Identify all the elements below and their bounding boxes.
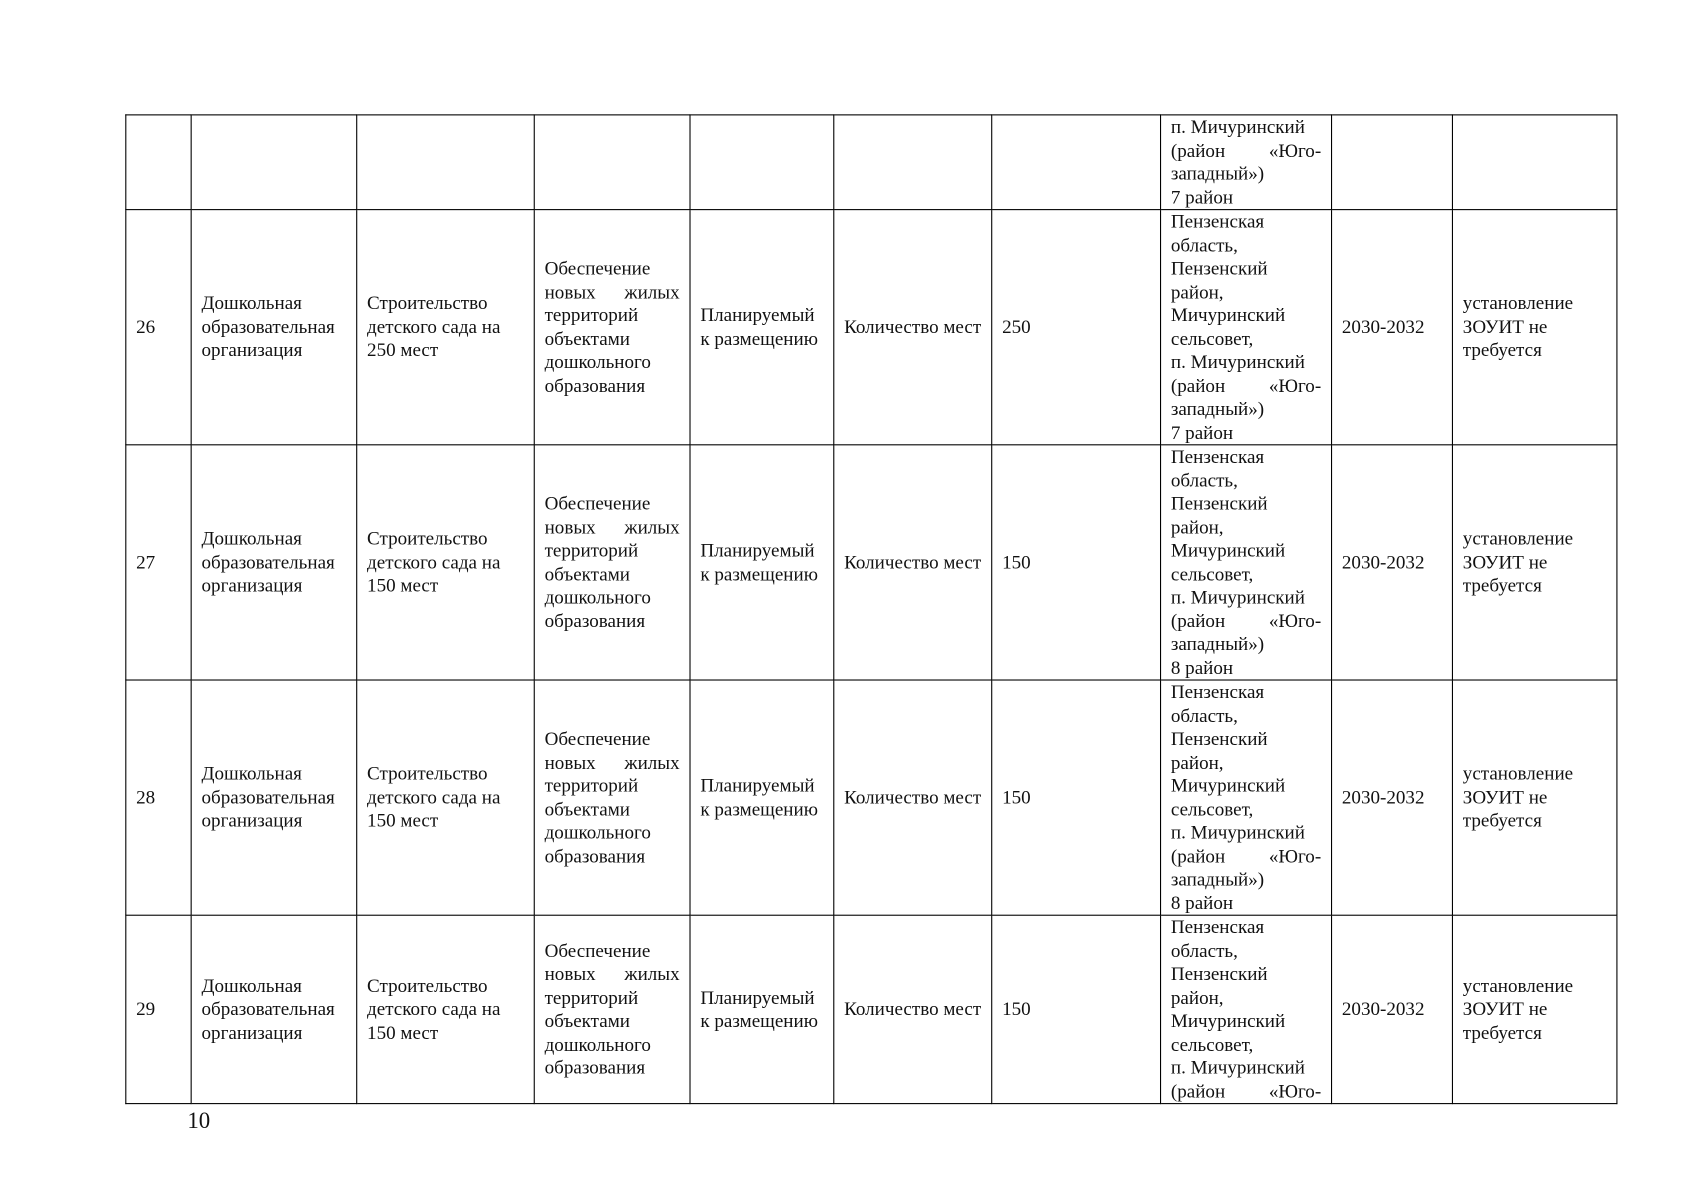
cell-name: Строительство детского сада на 250 мест: [357, 210, 535, 445]
cell-status: Планируемый к размещению: [690, 445, 834, 680]
location-line: область,: [1170, 939, 1238, 961]
cell-type: Дошкольная образовательная организация: [191, 680, 357, 915]
location-line: (район «Юго-: [1170, 844, 1322, 867]
location-line: Мичуринский: [1170, 539, 1286, 561]
location-line: район,: [1170, 985, 1224, 1008]
cell-number: 27: [126, 445, 191, 680]
location-line: сельсовет,: [1170, 1032, 1254, 1055]
cell-zone: [1452, 115, 1616, 210]
location-line: п. Мичуринский: [1170, 1056, 1305, 1079]
cell-purpose: Обеспечение новых жилых территорий объектами дошкольного образования: [534, 680, 690, 915]
location-line: район,: [1170, 750, 1224, 773]
cell-period: 2030-2032: [1332, 210, 1453, 445]
location-line: Пензенский: [1170, 962, 1268, 985]
cell-characteristic: Количество мест: [834, 445, 992, 680]
page-number: 10: [187, 1107, 211, 1134]
cell-purpose: Обеспечение новых жилых территорий объектами дошкольного образования: [534, 210, 690, 445]
cell-type: [191, 115, 357, 210]
location-line: п. Мичуринский: [1170, 821, 1305, 843]
location-line: западный»): [1170, 397, 1265, 420]
table-row: [126, 680, 1617, 915]
cell-value: 150: [992, 915, 1161, 1103]
table-row: [126, 445, 1617, 680]
cell-location: [1161, 680, 1332, 915]
cell-purpose: [534, 115, 690, 210]
location-line: п. Мичуринский: [1170, 350, 1305, 373]
location-line: сельсовет,: [1170, 562, 1254, 585]
location-line: западный»): [1170, 632, 1265, 655]
location-line: 8 район: [1170, 656, 1234, 678]
cell-value: 150: [992, 680, 1161, 915]
location-line: п. Мичуринский: [1170, 115, 1305, 138]
location-line: п. Мичуринский: [1170, 585, 1305, 608]
cell-number: 26: [126, 210, 191, 445]
cell-type: Дошкольная образовательная организация: [191, 445, 357, 680]
cell-type: Дошкольная образовательная организация: [191, 915, 357, 1103]
location-line: 8 район: [1170, 891, 1234, 914]
cell-location: [1161, 210, 1332, 445]
cell-period: 2030-2032: [1332, 915, 1453, 1103]
location-line: западный»): [1170, 162, 1265, 185]
cell-characteristic: Количество мест: [834, 680, 992, 915]
location-line: область,: [1170, 468, 1238, 491]
location-line: область,: [1170, 703, 1238, 726]
location-line: (район «Юго-: [1170, 1079, 1322, 1102]
cell-purpose: Обеспечение новых жилых территорий объектами дошкольного образования: [534, 915, 690, 1103]
cell-characteristic: Количество мест: [834, 915, 992, 1103]
location-line: Пензенская: [1170, 210, 1265, 232]
cell-name: [357, 115, 535, 210]
cell-status: [690, 115, 834, 210]
cell-location: [1161, 445, 1332, 680]
cell-type: Дошкольная образовательная организация: [191, 210, 357, 445]
cell-period: [1332, 115, 1453, 210]
location-line: Мичуринский: [1170, 303, 1286, 326]
table-row: [126, 210, 1617, 445]
cell-status: Планируемый к размещению: [690, 680, 834, 915]
cell-zone: установление ЗОУИТ не требуется: [1452, 210, 1616, 445]
location-line: 7 район: [1170, 185, 1234, 208]
location-line: Мичуринский: [1170, 774, 1286, 796]
location-line: (район «Юго-: [1170, 138, 1322, 161]
location-line: западный»): [1170, 867, 1265, 890]
location-line: область,: [1170, 233, 1238, 256]
cell-number: [126, 115, 191, 210]
cell-name: Строительство детского сада на 150 мест: [357, 915, 535, 1103]
location-line: Мичуринский: [1170, 1009, 1286, 1032]
location-line: Пензенская: [1170, 915, 1265, 938]
cell-number: 28: [126, 680, 191, 915]
location-line: район,: [1170, 280, 1224, 303]
location-line: Пензенский: [1170, 727, 1268, 750]
location-line: район,: [1170, 515, 1224, 538]
cell-characteristic: [834, 115, 992, 210]
location-line: Пензенский: [1170, 492, 1268, 514]
table-row-continued: [126, 115, 1617, 210]
location-line: сельсовет,: [1170, 327, 1254, 349]
cell-zone: установление ЗОУИТ не требуется: [1452, 445, 1616, 680]
table-body: [126, 115, 1617, 1104]
cell-period: 2030-2032: [1332, 445, 1453, 680]
cell-name: Строительство детского сада на 150 мест: [357, 445, 535, 680]
cell-purpose: Обеспечение новых жилых территорий объектами дошкольного образования: [534, 445, 690, 680]
cell-value: 150: [992, 445, 1161, 680]
location-line: сельсовет,: [1170, 797, 1254, 820]
location-line: 7 район: [1170, 420, 1234, 443]
cell-name: Строительство детского сада на 150 мест: [357, 680, 535, 915]
cell-status: Планируемый к размещению: [690, 915, 834, 1103]
location-line: (район «Юго-: [1170, 609, 1322, 632]
cell-number: 29: [126, 915, 191, 1103]
cell-zone: установление ЗОУИТ не требуется: [1452, 915, 1616, 1103]
cell-status: Планируемый к размещению: [690, 210, 834, 445]
location-line: Пензенский: [1170, 256, 1268, 279]
table-row: [126, 915, 1617, 1103]
cell-value: 250: [992, 210, 1161, 445]
cell-period: 2030-2032: [1332, 680, 1453, 915]
objects-table: [125, 114, 1617, 1104]
cell-location: [1161, 115, 1332, 210]
location-line: Пензенская: [1170, 680, 1265, 703]
cell-location: [1161, 915, 1332, 1103]
location-line: Пензенская: [1170, 445, 1265, 468]
cell-zone: установление ЗОУИТ не требуется: [1452, 680, 1616, 915]
cell-value: [992, 115, 1161, 210]
location-line: (район «Юго-: [1170, 374, 1322, 396]
cell-characteristic: Количество мест: [834, 210, 992, 445]
